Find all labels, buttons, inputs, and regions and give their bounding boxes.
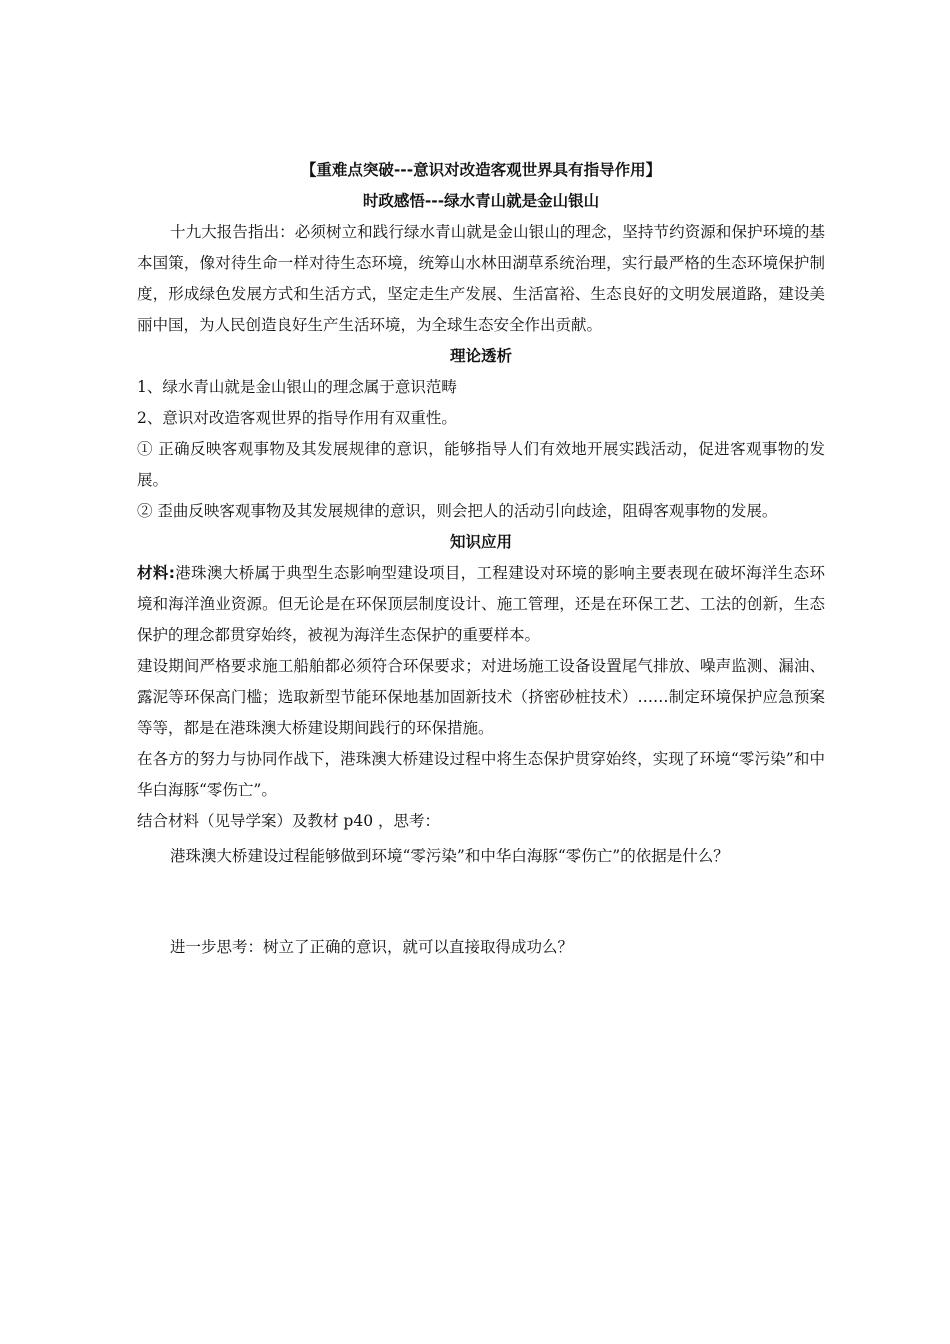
main-heading: 【重难点突破---意识对改造客观世界具有指导作用】 bbox=[300, 161, 662, 179]
question-1: 港珠澳大桥建设过程能够做到环境“零污染”和中华白海豚“零伤亡”的依据是什么？ bbox=[170, 847, 729, 865]
prompt-line: 结合材料（见导学案）及教材 p40 ，思考： bbox=[137, 812, 441, 830]
section-heading-application: 知识应用 bbox=[449, 533, 512, 551]
document-body bbox=[137, 155, 825, 963]
theory-item-3: ① 正确反映客观事物及其发展规律的意识，能够指导人们有效地开展实践活动，促进客观事物的发展。 bbox=[137, 440, 825, 489]
material-text: 港珠澳大桥属于典型生态影响型建设项目，工程建设对环境的影响主要表现在破坏海洋生态环境和海洋渔业资源。但无论是在环保顶层制度设计、施工管理，还是在环保工艺、工法的创新，生态保护的理念都贯穿始终，被视为海洋生态保护的重要样本。 bbox=[137, 564, 825, 644]
theory-item-1: 1、绿水青山就是金山银山的理念属于意识范畴 bbox=[137, 378, 457, 396]
sub-heading: 时政感悟---绿水青山就是金山银山 bbox=[362, 192, 600, 210]
theory-item-2: 2、意识对改造客观世界的指导作用有双重性。 bbox=[137, 409, 457, 427]
material-paragraph bbox=[137, 558, 825, 651]
question-2: 进一步思考：树立了正确的意识，就可以直接取得成功么？ bbox=[170, 938, 574, 956]
section-heading-theory: 理论透析 bbox=[449, 347, 512, 365]
material-paragraph-3: 在各方的努力与协同作战下，港珠澳大桥建设过程中将生态保护贯穿始终，实现了环境“零污染”和中华白海豚“零伤亡”。 bbox=[137, 750, 825, 799]
intro-paragraph: 十九大报告指出：必须树立和践行绿水青山就是金山银山的理念，坚持节约资源和保护环境的基本国策，像对待生命一样对待生态环境，统筹山水林田湖草系统治理，实行最严格的生态环境保护制度，形成绿色发展方式和生活方式，坚定走生产发展、生活富裕、生态良好的文明发展道路，建设美丽中国，为人民创造良好生产生活环境，为全球生态安全作出贡献。 bbox=[137, 223, 825, 334]
material-label: 材料: bbox=[137, 564, 175, 582]
material-paragraph-2: 建设期间严格要求施工船舶都必须符合环保要求；对进场施工设备设置尾气排放、噪声监测、漏油、露泥等环保高门槛；选取新型节能环保地基加固新技术（挤密砂桩技术）……制定环境保护应急预案等等，都是在港珠澳大桥建设期间践行的环保措施。 bbox=[137, 657, 825, 737]
theory-item-4: ② 歪曲反映客观事物及其发展规律的意识，则会把人的活动引向歧途，阻碍客观事物的发展。 bbox=[137, 502, 778, 520]
